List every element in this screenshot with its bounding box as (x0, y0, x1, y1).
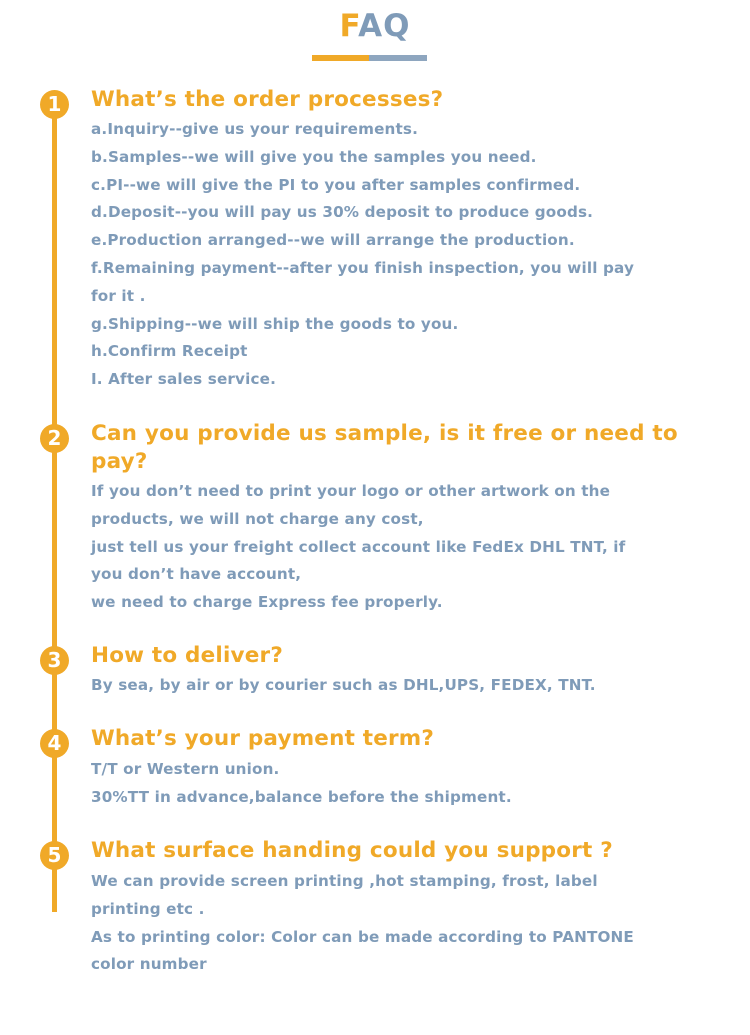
answer-line: I. After sales service. (91, 370, 276, 389)
question-2: Can you provide us sample, is it free or need to pay? (91, 421, 678, 474)
number-badge-1: 1 (40, 90, 69, 119)
answer-line: just tell us your freight collect account like FedEx DHL TNT, if (91, 537, 626, 556)
question-5: What surface handing could you support ? (91, 838, 613, 863)
answer-4 (91, 756, 711, 812)
answer-line: color number (91, 955, 207, 974)
number-badge-3: 3 (40, 646, 69, 675)
answer-line: e.Production arranged--we will arrange the production. (91, 231, 575, 250)
question-3: How to deliver? (91, 643, 284, 668)
answer-line: c.PI--we will give the PI to you after samples confirmed. (91, 175, 581, 194)
answer-line: b.Samples--we will give you the samples you need. (91, 147, 537, 166)
answer-line: d.Deposit--you will pay us 30% deposit to produce goods. (91, 203, 594, 222)
answer-line: you don’t have account, (91, 565, 302, 584)
answer-line: h.Confirm Receipt (91, 342, 248, 361)
answer-2 (91, 478, 711, 617)
answer-line: products, we will not charge any cost, (91, 509, 424, 528)
answer-line: for it . (91, 286, 146, 305)
faq-header (0, 0, 750, 70)
number-badge-2: 2 (40, 424, 69, 453)
page-title (0, 6, 750, 46)
answer-line: printing etc . (91, 899, 205, 918)
answer-line: we need to charge Express fee properly. (91, 593, 443, 612)
answer-line: a.Inquiry--give us your requirements. (91, 120, 419, 138)
number-badge-4: 4 (40, 729, 69, 758)
answer-line: g.Shipping--we will ship the goods to you. (91, 314, 459, 333)
answer-3 (91, 672, 711, 700)
title-underline-orange (312, 55, 369, 61)
answer-line: If you don’t need to print your logo or other artwork on the (91, 482, 611, 500)
timeline-line (52, 100, 57, 912)
title-underline-blue (369, 55, 427, 61)
number-badge-5: 5 (40, 841, 69, 870)
answer-1 (91, 116, 711, 394)
answer-line: 30%TT in advance,balance before the shipment. (91, 787, 512, 806)
answer-line: f.Remaining payment--after you finish inspection, you will pay (91, 258, 634, 277)
page-title-rest: AQ (358, 8, 411, 44)
question-4: What’s your payment term? (91, 726, 435, 751)
answer-line: As to printing color: Color can be made according to PANTONE (91, 927, 634, 946)
answer-line: By sea, by air or by courier such as DHL,UPS, FEDEX, TNT. (91, 676, 596, 694)
answer-line: We can provide screen printing ,hot stamping, frost, label (91, 872, 598, 890)
page-title-accent: F (339, 8, 359, 44)
answer-5 (91, 868, 711, 979)
answer-line: T/T or Western union. (91, 760, 280, 778)
question-1: What’s the order processes? (91, 87, 444, 112)
